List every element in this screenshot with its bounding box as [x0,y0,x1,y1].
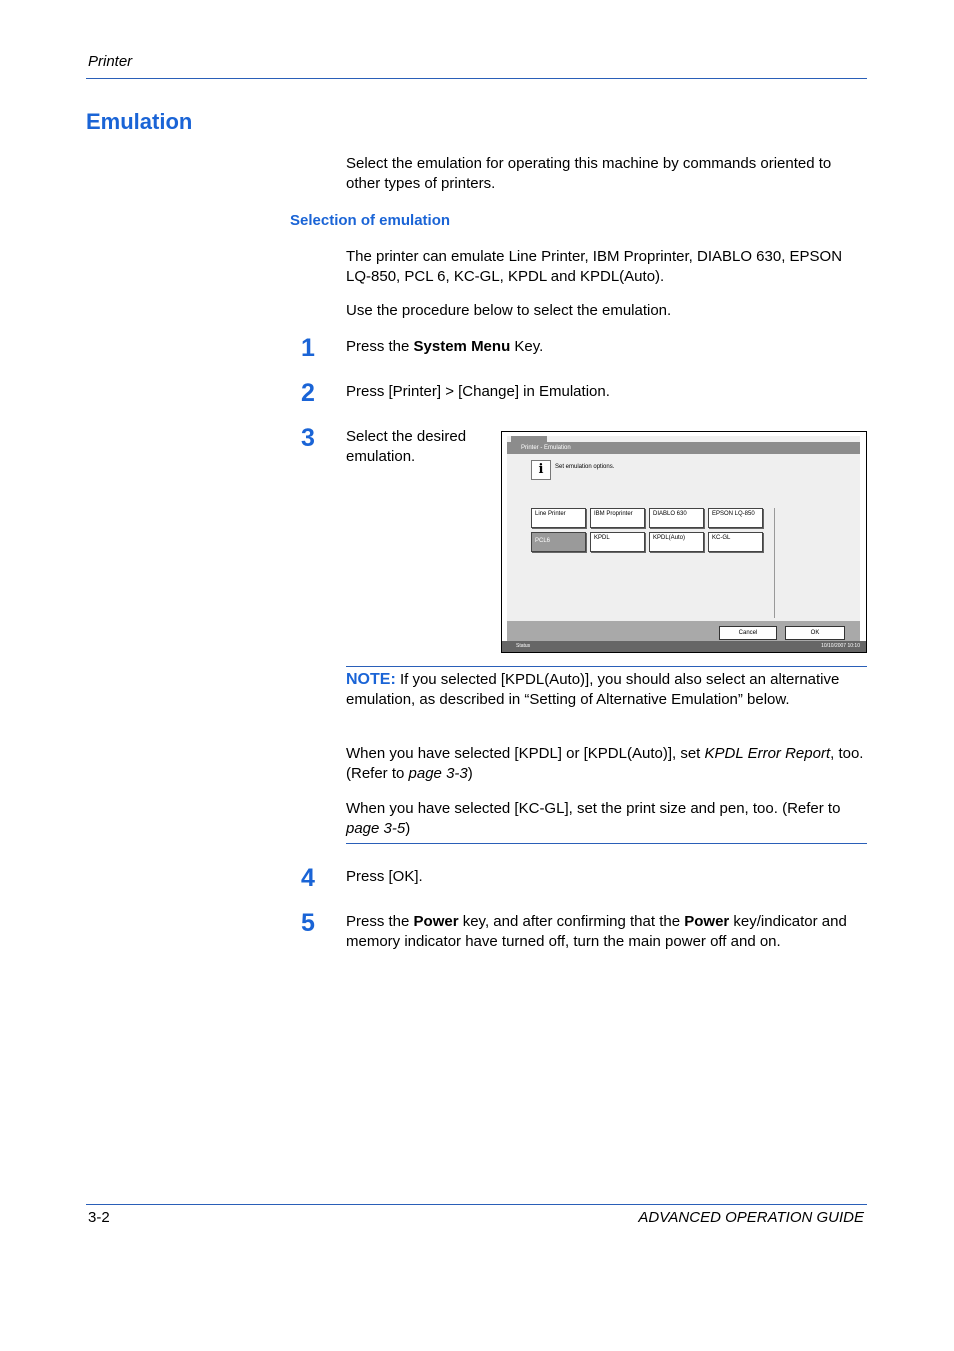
guide-title: ADVANCED OPERATION GUIDE [638,1209,864,1226]
option-ibm-proprinter[interactable]: IBM Proprinter [590,508,645,528]
panel-scroll-divider [774,508,775,618]
running-header: Printer [88,53,133,70]
step-5-number: 5 [301,909,315,937]
panel-body [507,436,860,641]
cancel-button[interactable]: Cancel [719,626,777,640]
step-2-text: Press [Printer] > [Change] in Emulation. [346,383,610,400]
option-kpdl[interactable]: KPDL [590,532,645,552]
status-label[interactable]: Status [516,643,531,649]
option-kpdl-auto[interactable]: KPDL(Auto) [649,532,704,552]
note-paragraph-2: When you have selected [KPDL] or [KPDL(Auto)], set KPDL Error Report, too. (Refer to page 3-3) [346,745,864,782]
page-number: 3-2 [88,1209,110,1226]
note-label: NOTE: [346,671,396,688]
note-bottom-rule [346,843,867,844]
step-3-number: 3 [301,424,315,452]
step-2-number: 2 [301,379,315,407]
step-1-number: 1 [301,334,315,362]
page-title: Emulation [86,109,193,134]
emulation-list-paragraph: The printer can emulate Line Printer, IBM Proprinter, DIABLO 630, EPSON LQ-850, PCL 6, KC-GL, KPDL and KPDL(Auto). [346,248,843,285]
option-pcl6[interactable]: PCL6 [531,532,586,552]
option-kc-gl[interactable]: KC-GL [708,532,763,552]
step-4-text: Press [OK]. [346,868,423,885]
ok-button[interactable]: OK [785,626,845,640]
panel-status-bar [502,641,866,652]
info-icon: i [531,460,551,480]
emulation-panel-screenshot [501,431,867,653]
panel-datetime: 10/10/2007 10:10 [821,643,860,649]
step-3-text: Select the desired emulation. [346,428,467,465]
procedure-paragraph: Use the procedure below to select the emulation. [346,302,672,319]
note-paragraph-3: When you have selected [KC-GL], set the print size and pen, too. (Refer to page 3-5) [346,800,841,837]
panel-message: Set emulation options. [555,464,615,470]
step-5-text: Press the Power key, and after confirming that the Power key/indicator and memory indicator have turned off, turn the main power off and on. [346,913,847,950]
header-rule [86,78,867,79]
note-top-rule [346,666,867,667]
note-paragraph-1: NOTE: If you selected [KPDL(Auto)], you should also select an alternative emulation, as described in “Setting of Alternative Emulation” below. [346,671,840,708]
option-line-printer[interactable]: Line Printer [531,508,586,528]
step-4-number: 4 [301,864,315,892]
intro-paragraph: Select the emulation for operating this machine by commands oriented to other types of printers. [346,155,832,192]
section-subtitle: Selection of emulation [290,212,451,229]
footer-rule [86,1204,867,1205]
panel-title-bar: Printer - Emulation [507,442,860,454]
step-1-text: Press the System Menu Key. [346,338,544,355]
option-diablo-630[interactable]: DIABLO 630 [649,508,704,528]
option-epson-lq-850[interactable]: EPSON LQ-850 [708,508,763,528]
